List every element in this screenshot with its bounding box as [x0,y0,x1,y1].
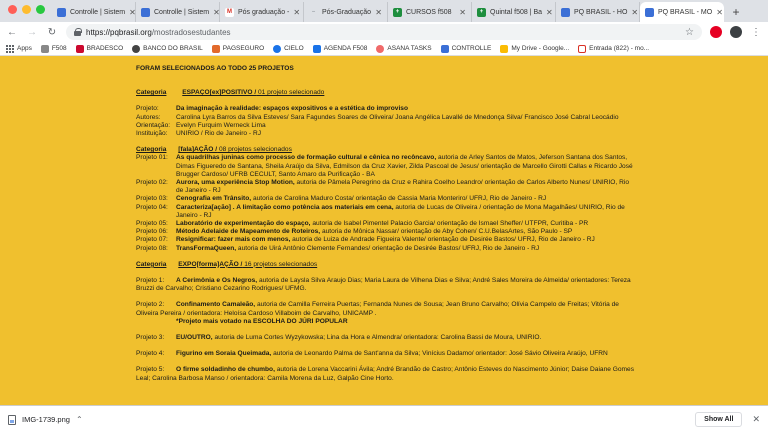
pagseguro-icon [212,45,220,53]
project-row [136,228,636,236]
download-file-name[interactable]: IMG-1739.png [22,415,70,424]
browser-toolbar [0,22,768,42]
url [86,28,231,37]
project-title: Aurora, uma experiência Stop Motion, [176,179,295,187]
project-details: autoria de Camilla Ferreira Puertas; Fernanda Nunes de Sousa; Jean Bruno Carvalho; Olívia Campelo de Freitas; Vitória de Oliveira Pereira / orientadora: Heloísa Cardoso Villaboim de Carvalho, UNICAMP . [136,301,619,317]
forward-button[interactable]: → [27,26,37,38]
project-row [136,195,636,203]
project-title: Caracteriza[ação] . A limitação como potência aos materiais em cena, [176,203,394,211]
advisor-row [136,122,636,130]
project-title: Cenografia em Trânsito, [176,195,252,203]
project-details: autoria de Arley Santos de Matos, Jeferson Santana dos Santos, Dimas Figueredo de Santana, Sheila Araújo da Silva, Edmilson da Cruz Xavier, Zilda Pascoal de Jesus/ orientação de Marcello Girotti Callas e Ricardo José Brugger Cardoso/ UFRB CECULT, Santo Amaro da Purificação - BA [176,154,633,178]
project-title: Da imaginação à realidade: espaços expositivos e a estética do improviso [176,105,408,113]
tab-title: PQ BRASIL - MO [658,8,713,16]
project-number: Projeto 04: [136,203,168,211]
project-details: autoria de Pâmela Peregrino da Cruz e Rahira Coelho Leandro/ orientação de Carlos Alberto Nunes/ UNIRIO, Rio de Janeiro - RJ [176,179,629,195]
bookmark-apps[interactable] [6,45,32,53]
tab-title: Pós-Graduação [322,8,372,16]
authors-label: Autores: [136,113,161,121]
pq-brasil-icon [645,8,654,17]
institution-label: Instituição: [136,130,168,138]
project-paragraph [136,366,636,382]
category-heading [136,261,636,269]
bookmark-label: BANCO DO BRASIL [143,45,203,52]
project-note: *Projeto mais votado na ESCOLHA DO JÚRI POPULAR [176,317,348,325]
project-text [176,245,539,253]
project-label: Projeto: [136,105,159,113]
tab-title: CURSOS f508 [406,8,452,16]
tab[interactable] [52,2,136,22]
project-title: TransFormaQueen, [176,244,237,252]
tab-title: PQ BRASIL - HO [574,8,628,16]
page-heading: FORAM SELECIONADOS AO TODO 25 PROJETOS [136,65,294,72]
tab-active[interactable] [640,2,724,22]
f508-icon [41,45,49,53]
bookmark-my-drive[interactable] [500,45,569,53]
sheets-icon: + [477,8,486,17]
gmail-icon [578,45,586,53]
window-controls [4,5,52,22]
banco-do-brasil-icon [132,45,140,53]
project-title: Figurino em Soraia Queimada, [176,350,272,358]
project-number: Projeto 02: [136,179,168,187]
category-heading [136,89,636,97]
tab[interactable] [136,2,220,22]
category-label: Categoria [136,260,167,268]
close-window-button[interactable] [8,5,17,14]
authors-value: Carolina Lyra Barros da Silva Esteves/ Sara Fagundes Soares de Oliveira/ Joana Angélica Lavallé de Mnedonça Silva/ Francisco José Cabral Leocádio [176,113,619,121]
lock-icon [74,28,81,36]
advisor-value: Evelyn Furquim Werneck Lima [176,121,266,129]
show-all-button[interactable]: Show All [695,412,742,427]
project-title: A Cerimônia e Os Negros, [176,277,258,285]
project-row [136,204,636,220]
project-text [176,236,595,244]
project-details: autoria de Lucas de Oliveira / orientação de Mona Magalhães/ UNIRIO, Rio de Janeiro - RJ [176,203,625,219]
close-icon[interactable]: ✕ [752,414,760,424]
bookmark-f508[interactable] [41,45,67,53]
bookmark-label: F508 [51,45,67,52]
pq-brasil-icon [561,8,570,17]
project-text [176,195,546,203]
controlle-shield-icon [57,8,66,17]
close-icon[interactable]: ✕ [716,7,723,17]
minimize-window-button[interactable] [22,5,31,14]
bookmark-label: BRADESCO [86,45,124,52]
maximize-window-button[interactable] [36,5,45,14]
project-number: Projeto 05: [136,220,168,228]
image-file-icon [8,415,16,425]
tab[interactable] [388,2,472,22]
profile-avatar[interactable] [730,26,742,38]
project-row [136,245,636,253]
chevron-up-icon[interactable]: ⌃ [75,415,83,424]
project-row [136,220,636,228]
new-tab-button[interactable]: + [732,5,740,19]
project-title: Resignificar: fazer mais com menos, [176,236,291,244]
project-title: Método Adelaide de Mapeamento de Roteiros, [176,228,321,236]
project-text [176,228,572,236]
project-number: Projeto 01: [136,154,168,162]
back-button[interactable]: ← [7,26,17,38]
bookmark-bradesco[interactable] [76,45,123,53]
gmail-icon: M [227,9,232,15]
tab-strip [0,0,768,22]
project-number: Projeto 1: [136,277,165,285]
category-name: EXPO[forma]AÇÃO / [178,260,243,268]
bookmark-cielo[interactable] [273,45,304,53]
close-icon[interactable]: ✕ [213,7,220,17]
close-icon[interactable]: ✕ [459,7,466,17]
category-count: 08 projetos selecionados [217,146,292,154]
project-row [136,179,636,195]
category-name: [fala]AÇÃO / [178,146,218,154]
project-number: Projeto 4: [136,350,165,358]
pinterest-icon[interactable] [710,26,722,38]
bookmark-label: PAGSEGURO [222,45,265,52]
bookmarks-bar [0,42,768,56]
document-text [136,65,636,383]
close-icon[interactable]: ✕ [293,7,301,17]
calendar-icon [313,45,321,53]
advisor-label: Orientação: [136,121,171,129]
project-number: Projeto 08: [136,244,168,252]
bookmark-agenda-f508[interactable] [313,45,368,53]
project-number: Projeto 2: [136,301,165,309]
project-details: autoria de Leonardo Palma de Sant'anna da Silva; Vinícius Dadamo/ orientador: José Sávio Oliveira Araújo, UFRN [271,350,608,358]
category-count: 16 projetos selecionados [242,260,318,268]
project-number: Projeto 5: [136,366,165,374]
bookmark-pagseguro[interactable] [212,45,264,53]
bookmark-entrada[interactable] [578,45,649,53]
project-details: autoria de Laysla Silva Araujo Dias; Maria Laura de Vilhena Dias e Silva; André Sales Moreira de Almeida/ orientadores: Tereza Bruzzi de Carvalho; Cristiano Cezarino Rodrigues/ UFMG. [136,277,631,293]
bookmark-label: CONTROLLE [451,45,492,52]
project-paragraph [136,301,636,317]
institution-value: UNIRIO / Rio de Janeiro - RJ [176,130,262,138]
project-number: Projeto 03: [136,195,168,203]
project-title: Confinamento Camaleão, [176,301,256,309]
project-details: autoria de Luiza de Andrade Figueira Valente/ orientação de Desirée Bastos/ UFRJ, Rio de Janeiro - RJ [290,236,595,244]
project-text [176,154,636,179]
project-paragraph [136,350,636,358]
bookmark-label: Apps [17,45,32,52]
url-path: /mostradosestudantes [151,27,231,37]
project-details: autoria de Lorena Vaccarini Ávila; André Brandão de Castro; Antônio Esteves do Nascimento Júnior; Daise Daiane Gomes Leal; Carolina Barbosa Manso / orientadora: Camila Morena da Luz, Galpão Cine Horto. [136,366,634,382]
project-details: autoria de Mônica Nassar/ orientação de Aby Cohen/ C.U.BelasArtes, São Paulo - SP [320,228,573,236]
tab[interactable] [472,2,556,22]
project-number: Projeto 3: [136,334,165,342]
bookmark-controlle[interactable] [441,45,492,53]
category-label: Categoria [136,146,167,154]
dash-icon: – [311,9,316,15]
close-icon[interactable]: ✕ [129,7,136,17]
tab[interactable] [556,2,640,22]
page-content [0,56,768,405]
project-text [176,204,636,220]
bookmark-label: ASANA TASKS [387,45,432,52]
project-paragraph [136,277,636,293]
category-count: 01 projeto selecionado [256,89,325,97]
reload-button[interactable]: ↻ [47,26,57,38]
category-heading [136,146,636,154]
institution-row [136,130,636,138]
tab-title: Pós graduação - [238,8,290,16]
project-row [136,105,636,113]
close-icon[interactable]: ✕ [631,7,639,17]
project-details: autoria de Luma Cortes Wyzykowska; Lina da Hora e Almendra/ orientadora: Carolina Bassi de Moura, UNIRIO. [212,334,542,342]
project-number: Projeto 06: [136,228,168,236]
project-number: Projeto 07: [136,236,168,244]
controlle-shield-icon [441,45,449,53]
project-paragraph [136,334,636,342]
category-label: Categoria [136,89,167,97]
project-row [136,154,636,179]
address-bar[interactable] [66,24,702,40]
close-icon[interactable]: ✕ [546,7,553,17]
tab[interactable] [220,2,304,22]
project-text [176,220,588,228]
project-row [136,236,636,244]
project-text [176,179,636,195]
controlle-shield-icon [141,8,150,17]
bookmark-banco-do-brasil[interactable] [132,45,203,53]
bookmark-label: CIELO [284,45,304,52]
download-shelf [0,405,768,433]
close-icon[interactable]: ✕ [375,7,382,17]
tab-title: Controlle | Sistem [154,8,210,16]
asana-icon [376,45,384,53]
tab-title: Controlle | Sistem [70,8,126,16]
project-details: autoria de Uirá Antônio Clemente Fernandes/ orientação de Desirée Bastos/ UFRJ, Rio de Janeiro - RJ [236,244,540,252]
project-title: O firme soldadinho de chumbo, [176,366,275,374]
project-title: Laboratório de experimentação do espaço, [176,220,311,228]
category-name: ESPAÇO[ex]POSITIVO / [182,89,257,97]
bookmark-star-icon[interactable]: ☆ [685,26,694,38]
project-title: EU/OUTRO, [176,334,213,342]
project-details: autoria de Isabel Pimentel Palacio Garcia/ orientação de Ismael Sheffer/ UTFPR, Curitiba - PR [310,220,589,228]
bookmark-label: Entrada (822) - mo... [589,45,650,52]
menu-icon[interactable]: ⋮ [751,26,761,38]
bookmark-label: AGENDA F508 [323,45,368,52]
project-title: As quadrilhas juninas como processo de formação cultural e cênica no recôncavo, [176,154,437,162]
cielo-icon [273,45,281,53]
url-host: https://pqbrasil.org [86,27,152,37]
bradesco-icon [76,45,84,53]
authors-row [136,114,636,122]
sheets-icon: + [393,8,402,17]
bookmark-label: My Drive - Google... [511,45,570,52]
bookmark-asana-tasks[interactable] [376,45,431,53]
tab-title: Quintal f508 | Ba [490,8,543,16]
project-details: autoria de Carolina Maduro Costa/ orientação de Cassia Maria Monteriro/ UFRJ, Rio de Janeiro - RJ [251,195,547,203]
tab[interactable] [304,2,388,22]
apps-grid-icon [6,45,14,53]
google-drive-icon [500,45,508,53]
